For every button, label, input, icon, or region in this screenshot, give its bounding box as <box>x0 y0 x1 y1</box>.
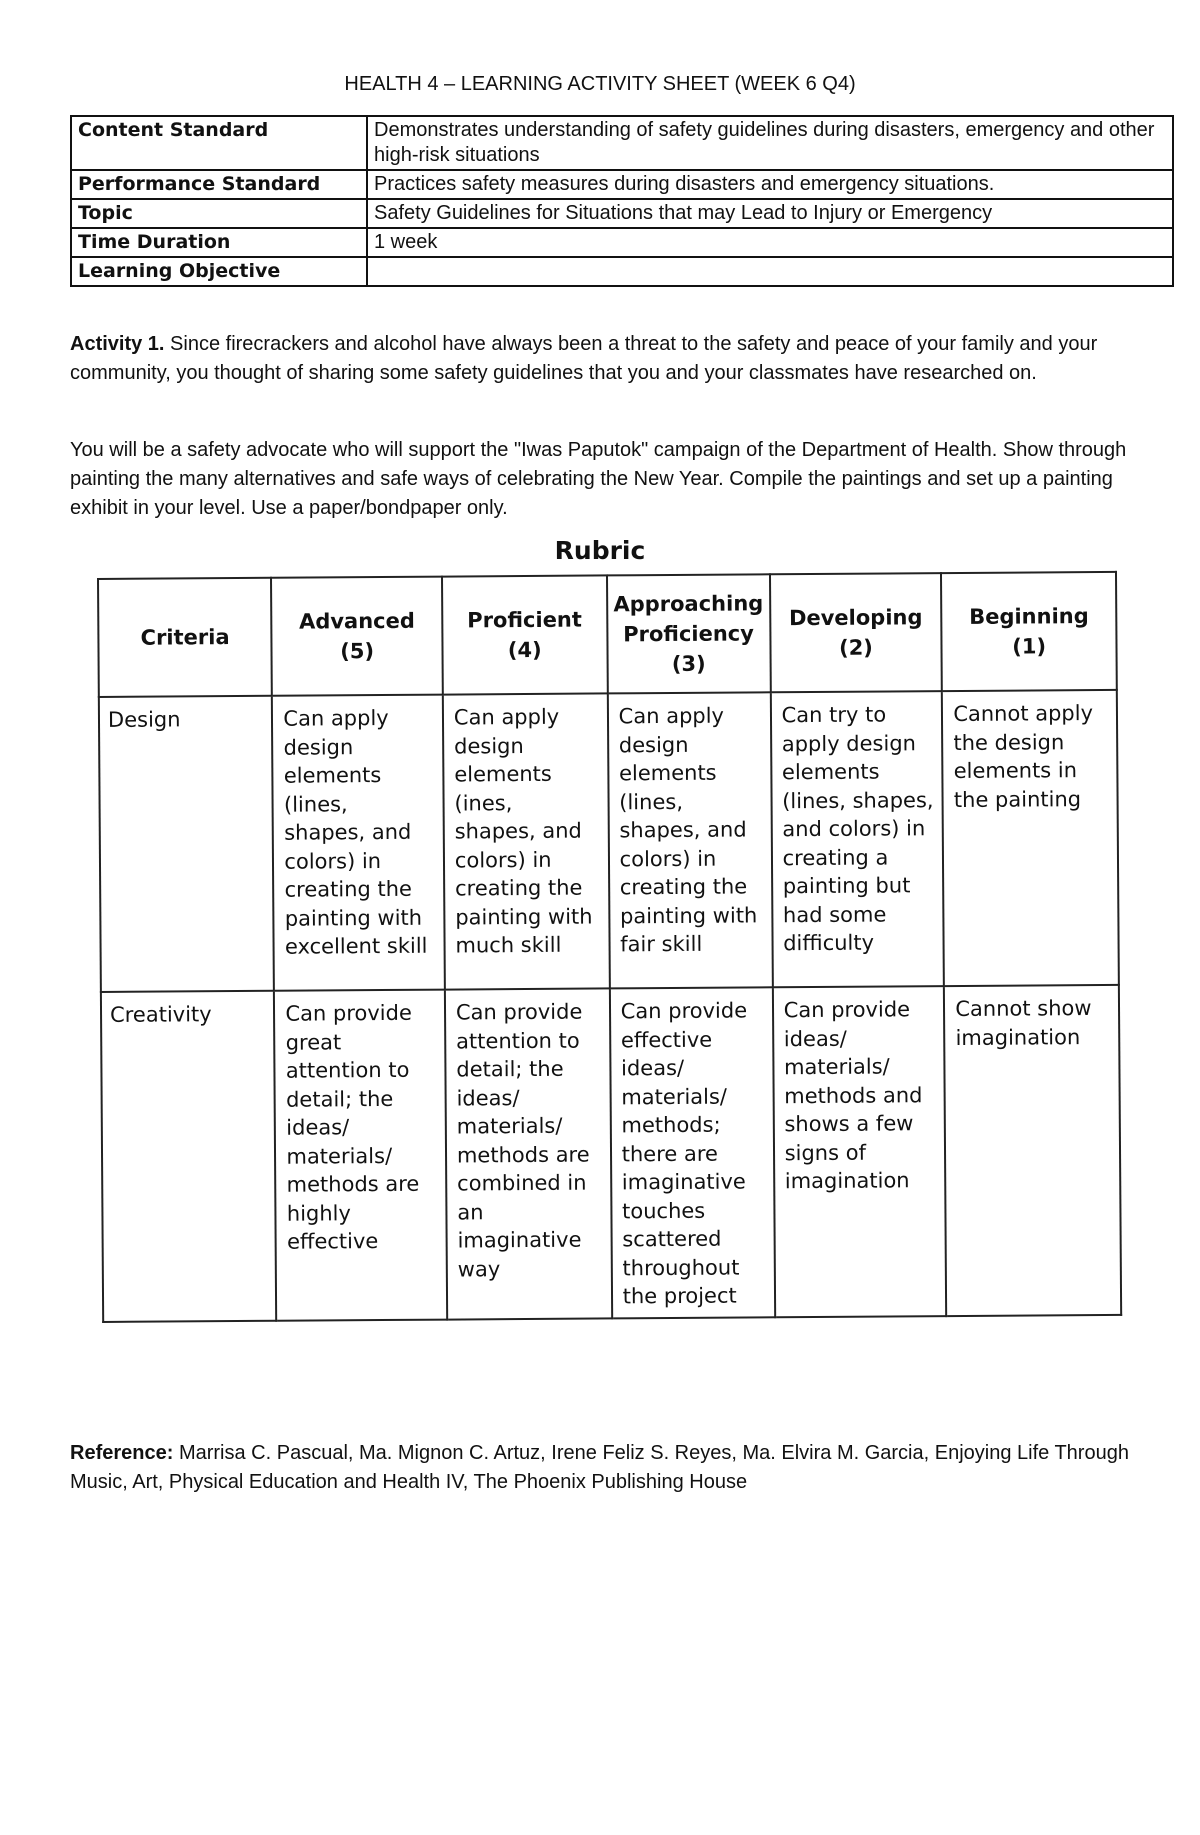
learning-objective-value <box>367 257 1173 286</box>
rubric-cell: Can apply design elements (ines, shapes, and colors) in creating the painting with much skill <box>443 693 610 989</box>
header-name: Beginning <box>969 604 1089 629</box>
table-row <box>71 257 1173 286</box>
header-beginning <box>941 572 1117 691</box>
header-score: (4) <box>507 637 542 663</box>
time-duration-value: 1 week <box>367 228 1173 257</box>
learning-objective-label: Learning Objective <box>71 257 367 286</box>
activity-instructions: You will be a safety advocate who will support the "Iwas Paputok" campaign of the Department of Health. Show through painting the many alternatives and safe ways of celebrating the New Year. Compile the paintings and set up a painting exhibit in your level. Use a paper/bondpaper only. <box>70 439 1127 519</box>
header-score: (1) <box>1012 634 1047 659</box>
table-row <box>71 228 1173 257</box>
header-name: Criteria <box>140 625 230 650</box>
rubric-cell: Can apply design elements (lines, shapes, and colors) in creating the painting with fair skill <box>607 692 772 988</box>
reference-text: Marrisa C. Pascual, Ma. Mignon C. Artuz, Irene Feliz S. Reyes, Ma. Elvira M. Garcia, Enjoying Life Through Music, Art, Physical Education and Health IV, The Phoenix Publishing House <box>70 1442 1129 1493</box>
header-proficient <box>442 575 608 694</box>
rubric-cell: Can provide ideas/ materials/ methods and shows a few signs of imagination <box>772 986 946 1317</box>
table-row <box>71 170 1173 199</box>
page-title: HEALTH 4 – LEARNING ACTIVITY SHEET (WEEK 6 Q4) <box>344 73 856 95</box>
activity-text: Since firecrackers and alcohol have always been a threat to the safety and peace of your family and your community, you thought of sharing some safety guidelines that you and your classmates have researched on. <box>70 333 1098 384</box>
rubric-cell: Can apply design elements (lines, shapes, and colors) in creating the painting with excellent skill <box>272 695 445 991</box>
content-standard-label: Content Standard <box>71 116 367 170</box>
performance-standard-label: Performance Standard <box>71 170 367 199</box>
standards-table <box>70 115 1174 287</box>
header-name: Advanced <box>298 608 415 634</box>
header-developing <box>770 573 943 692</box>
header-approaching-proficiency <box>607 574 771 693</box>
performance-standard-value: Practices safety measures during disasters and emergency situations. <box>367 170 1173 199</box>
rubric-header-row <box>98 572 1117 697</box>
rubric-table <box>97 571 1122 1323</box>
rubric-cell: Can provide great attention to detail; the ideas/ materials/ methods are highly effective <box>274 990 447 1321</box>
activity-paragraph <box>70 330 1150 388</box>
reference <box>70 1439 1170 1497</box>
rubric-row-design <box>99 690 1119 992</box>
header-advanced <box>271 577 442 696</box>
rubric-cell: Can try to apply design elements (lines, shapes, and colors) in creating a painting but had some difficulty <box>770 691 944 987</box>
rubric-cell: Can provide effective ideas/ materials/ methods; there are imaginative touches scattered throughout the project <box>610 987 775 1318</box>
reference-label: Reference: <box>70 1442 174 1464</box>
header-score: (2) <box>838 635 873 660</box>
header-score: (3) <box>671 651 706 676</box>
rubric-title: Rubric <box>554 536 646 565</box>
content-standard-value: Demonstrates understanding of safety guidelines during disasters, emergency and other high-risk situations <box>367 116 1173 170</box>
rubric-cell: Cannot show imagination <box>944 985 1121 1316</box>
criteria-design: Design <box>99 696 274 992</box>
time-duration-label: Time Duration <box>71 228 367 257</box>
criteria-creativity: Creativity <box>101 991 277 1322</box>
activity-label: Activity 1. <box>70 333 165 355</box>
header-score: (5) <box>340 639 375 664</box>
rubric-row-creativity <box>101 985 1121 1322</box>
header-name: Approaching Proficiency <box>613 591 764 647</box>
topic-label: Topic <box>71 199 367 228</box>
table-row <box>71 199 1173 228</box>
table-row <box>71 116 1173 170</box>
rubric-cell: Can provide attention to detail; the ideas/ materials/ methods are combined in an imaginative way <box>445 988 612 1319</box>
topic-value: Safety Guidelines for Situations that may Lead to Injury or Emergency <box>367 199 1173 228</box>
rubric-cell: Cannot apply the design elements in the painting <box>942 690 1119 986</box>
header-name: Proficient <box>467 607 582 633</box>
header-criteria <box>98 578 272 697</box>
header-name: Developing <box>788 605 923 631</box>
